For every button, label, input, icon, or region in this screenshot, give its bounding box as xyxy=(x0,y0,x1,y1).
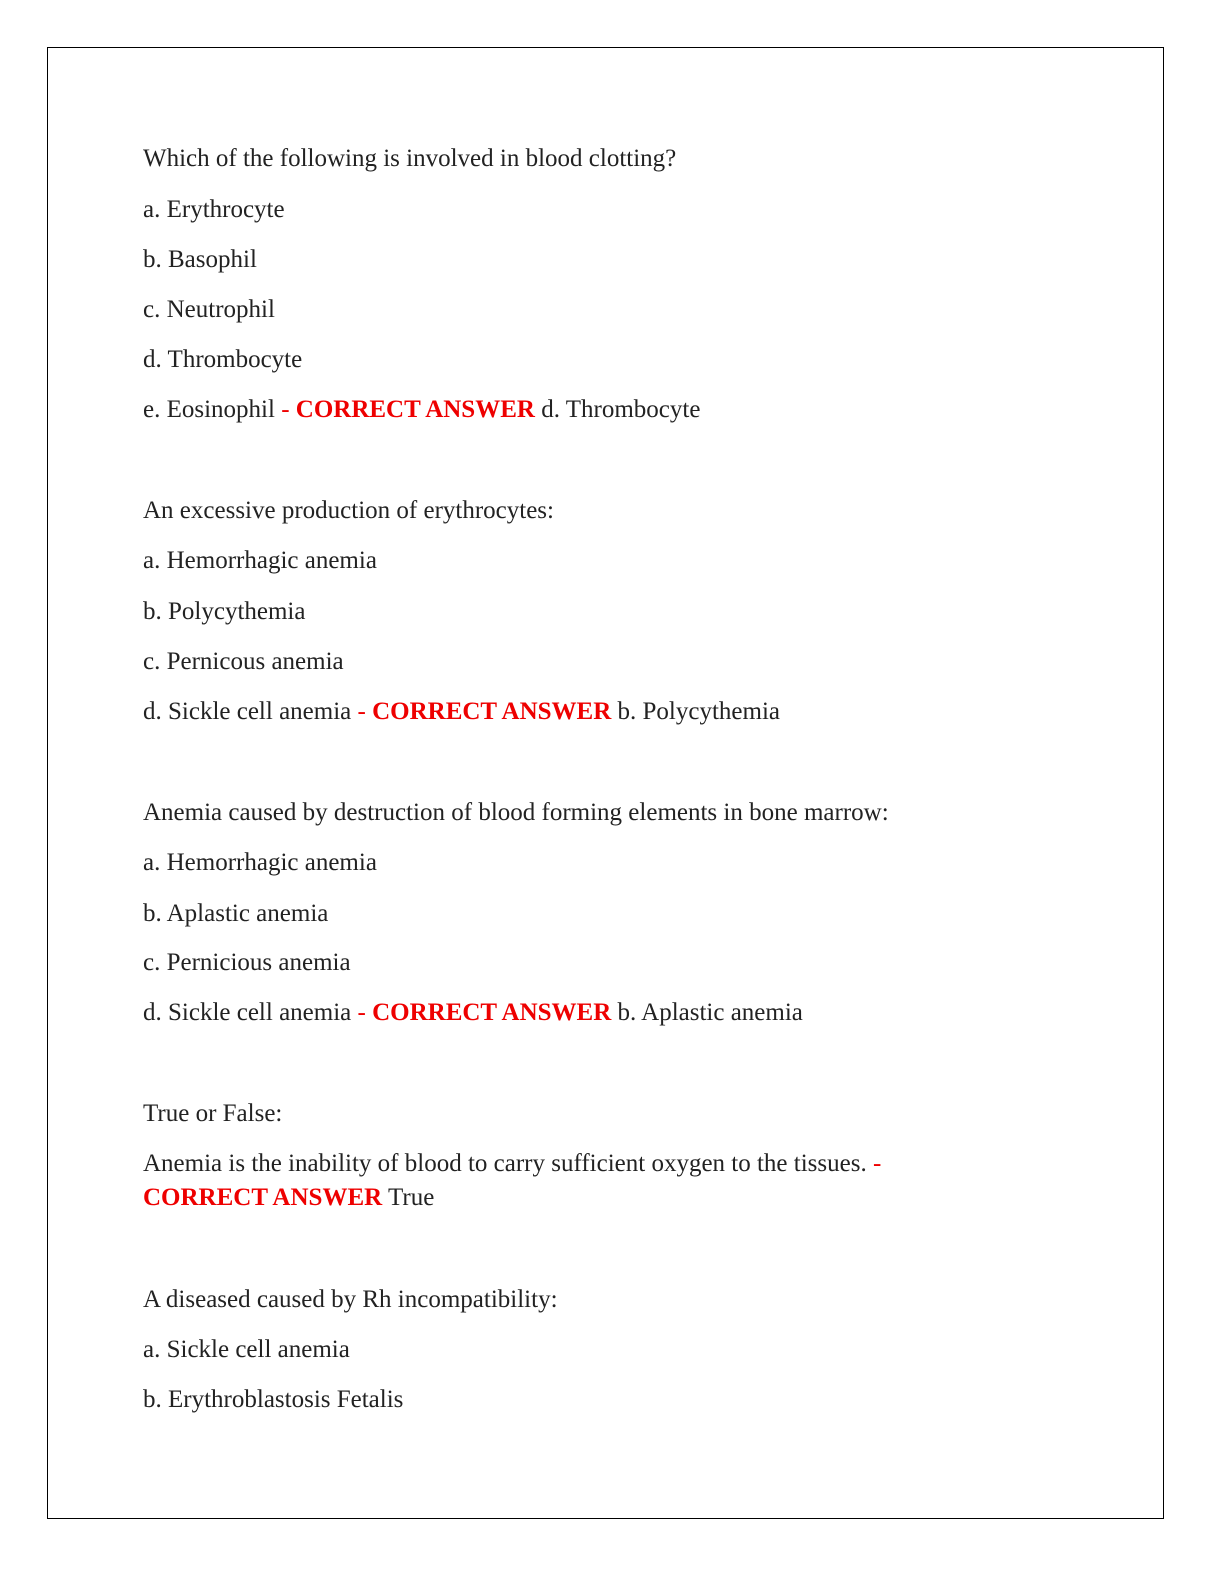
question-3-option-d: d. Sickle cell anemia xyxy=(143,999,352,1026)
question-1-option-c: c. Neutrophil xyxy=(143,296,275,323)
question-1-option-e-with-answer xyxy=(143,393,700,427)
question-2-prompt: An excessive production of erythrocytes: xyxy=(143,497,554,524)
question-2-option-c: c. Pernicous anemia xyxy=(143,648,344,675)
correct-answer-label: CORRECT ANSWER xyxy=(143,1184,383,1211)
question-4-statement: Anemia is the inability of blood to carry sufficient oxygen to the tissues. xyxy=(143,1150,867,1177)
question-1-option-d: d. Thrombocyte xyxy=(143,346,303,373)
answer-separator: - xyxy=(351,698,373,725)
question-3-option-b: b. Aplastic anemia xyxy=(143,900,329,927)
question-1-option-e: e. Eosinophil xyxy=(143,396,275,423)
question-3-answer: b. Aplastic anemia xyxy=(611,999,803,1026)
answer-separator: - xyxy=(866,1150,882,1177)
question-2-option-d-with-answer xyxy=(143,695,780,729)
question-3-option-c: c. Pernicious anemia xyxy=(143,949,351,976)
question-1-option-a: a. Erythrocyte xyxy=(143,196,285,223)
question-1-option-b: b. Basophil xyxy=(143,246,257,273)
question-4-answer: True xyxy=(382,1184,435,1211)
question-4-answer-line xyxy=(143,1181,434,1215)
correct-answer-label: CORRECT ANSWER xyxy=(372,999,612,1026)
question-5-prompt: A diseased caused by Rh incompatibility: xyxy=(143,1286,558,1313)
question-3-option-a: a. Hemorrhagic anemia xyxy=(143,849,377,876)
question-2-option-a: a. Hemorrhagic anemia xyxy=(143,547,377,574)
question-1-prompt: Which of the following is involved in blood clotting? xyxy=(143,145,677,172)
answer-separator: - xyxy=(274,396,296,423)
question-5-option-a: a. Sickle cell anemia xyxy=(143,1336,350,1363)
question-4-statement-with-separator xyxy=(143,1147,881,1181)
question-2-option-d: d. Sickle cell anemia xyxy=(143,698,352,725)
question-4-prompt: True or False: xyxy=(143,1100,283,1127)
question-3-prompt: Anemia caused by destruction of blood forming elements in bone marrow: xyxy=(143,799,889,826)
question-3-option-d-with-answer xyxy=(143,996,803,1030)
question-5-option-b: b. Erythroblastosis Fetalis xyxy=(143,1386,404,1413)
question-2-answer: b. Polycythemia xyxy=(611,698,781,725)
question-1-answer: d. Thrombocyte xyxy=(534,396,701,423)
correct-answer-label: CORRECT ANSWER xyxy=(295,396,535,423)
correct-answer-label: CORRECT ANSWER xyxy=(372,698,612,725)
question-2-option-b: b. Polycythemia xyxy=(143,598,306,625)
answer-separator: - xyxy=(351,999,373,1026)
